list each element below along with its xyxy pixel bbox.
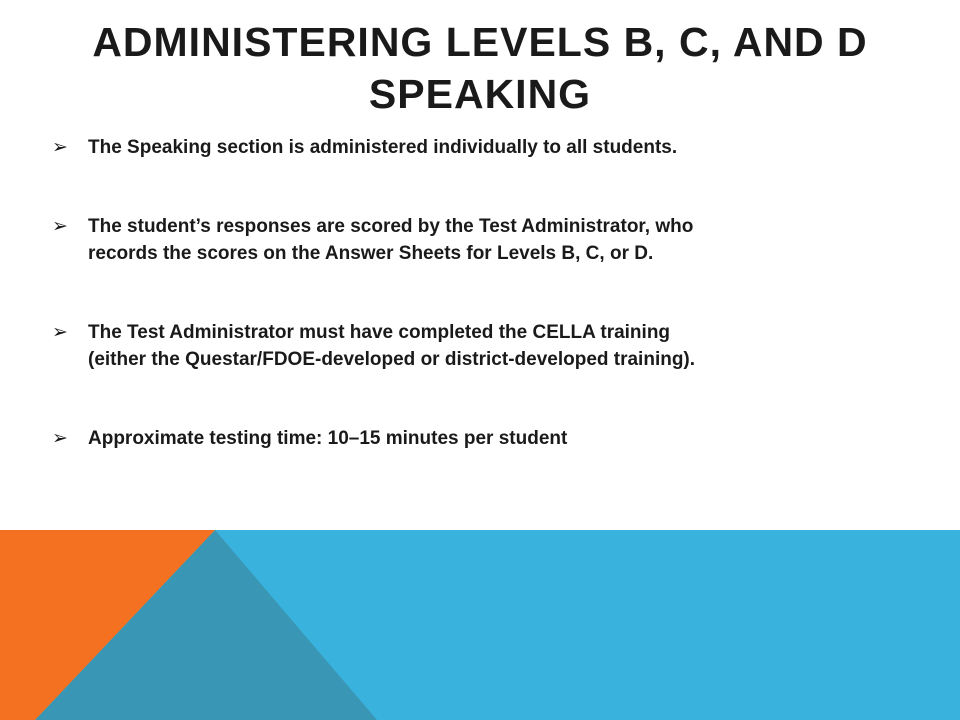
bullet-text: (either the Questar/FDOE-developed or district-developed training). (88, 349, 696, 370)
decorative-band (0, 530, 960, 720)
bullet-item (52, 319, 932, 373)
arrow-bullet-icon: ➢ (52, 216, 68, 237)
slide-title (20, 16, 940, 120)
bullet-text: The Test Administrator must have completed the CELLA training (88, 322, 671, 343)
bullet-text: The Speaking section is administered individually to all students. (88, 137, 678, 158)
slide-title-line-2: SPEAKING (368, 71, 592, 117)
bullet-text: records the scores on the Answer Sheets for Levels B, C, or D. (88, 243, 654, 264)
bullet-item (52, 425, 932, 452)
decorative-band-graphic (0, 530, 960, 720)
arrow-bullet-icon: ➢ (52, 137, 68, 158)
bullet-text: The student’s responses are scored by the Test Administrator, who (88, 216, 694, 237)
arrow-bullet-icon: ➢ (52, 322, 68, 343)
bullet-item (52, 213, 932, 267)
bullet-text: Approximate testing time: 10–15 minutes per student (88, 428, 568, 449)
bullet-item (52, 134, 932, 161)
arrow-bullet-icon: ➢ (52, 428, 68, 449)
bullet-list (52, 134, 932, 504)
slide-title-line-1: ADMINISTERING LEVELS B, C, AND D (92, 19, 868, 65)
